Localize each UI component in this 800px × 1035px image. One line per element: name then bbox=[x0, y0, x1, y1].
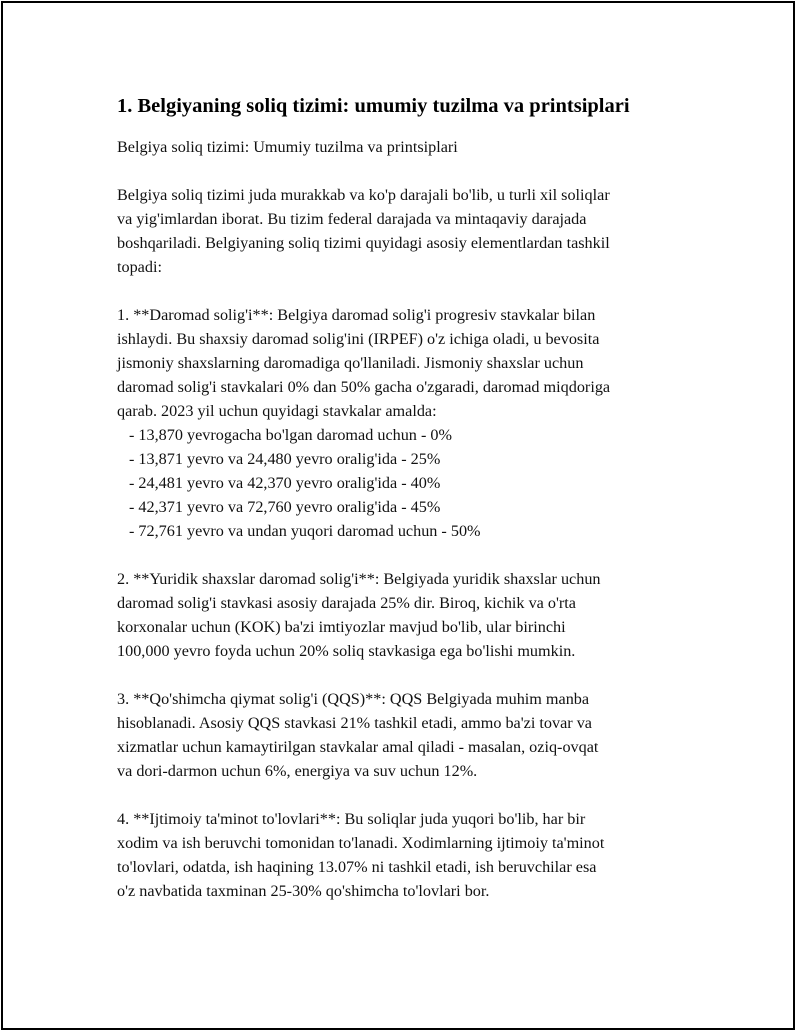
section-line: va dori-darmon uchun 6%, energiya va suv uchun 12%. bbox=[117, 762, 478, 780]
section-line: 100,000 yevro foyda uchun 20% soliq stavkasiga ega bo'lishi mumkin. bbox=[117, 642, 576, 660]
section-line: to'lovlari, odatda, ish haqining 13.07% ni tashkil etadi, ish beruvchilar esa bbox=[117, 858, 597, 876]
tax-rate-item: - 42,371 yevro va 72,760 yevro oralig'ida - 45% bbox=[129, 498, 441, 516]
section-line: daromad solig'i stavkalari 0% dan 50% gacha o'zgaradi, daromad miqdoriga bbox=[117, 378, 611, 396]
intro-line: va yig'imlardan iborat. Bu tizim federal darajada va mintaqaviy darajada bbox=[117, 210, 587, 228]
tax-rate-item: - 72,761 yevro va undan yuqori daromad uchun - 50% bbox=[129, 522, 481, 540]
section-line: korxonalar uchun (KOK) ba'zi imtiyozlar mavjud bo'lib, ular birinchi bbox=[117, 618, 566, 636]
section-line: jismoniy shaxslarning daromadiga qo'llaniladi. Jismoniy shaxslar uchun bbox=[117, 354, 584, 372]
document-title: 1. Belgiyaning soliq tizimi: umumiy tuzilma va printsiplari bbox=[117, 95, 630, 117]
section-line: o'z navbatida taxminan 25-30% qo'shimcha to'lovlari bor. bbox=[117, 882, 490, 900]
section-corporate-tax bbox=[117, 567, 687, 663]
section-line: 2. **Yuridik shaxslar daromad solig'i**: Belgiyada yuridik shaxslar uchun bbox=[117, 570, 601, 588]
tax-rate-item: - 13,871 yevro va 24,480 yevro oralig'ida - 25% bbox=[129, 450, 441, 468]
section-income-tax bbox=[117, 303, 687, 543]
subtitle-line: Belgiya soliq tizimi: Umumiy tuzilma va printsiplari bbox=[117, 138, 458, 156]
tax-rate-item: - 24,481 yevro va 42,370 yevro oralig'ida - 40% bbox=[129, 474, 441, 492]
section-vat bbox=[117, 687, 687, 783]
document-body bbox=[117, 92, 687, 927]
document-subtitle bbox=[117, 135, 687, 159]
intro-line: boshqariladi. Belgiyaning soliq tizimi quyidagi asosiy elementlardan tashkil bbox=[117, 234, 610, 252]
section-line: 1. **Daromad solig'i**: Belgiya daromad solig'i progresiv stavkalar bilan bbox=[117, 306, 596, 324]
section-line: 3. **Qo'shimcha qiymat solig'i (QQS)**: QQS Belgiyada muhim manba bbox=[117, 690, 590, 708]
intro-line: Belgiya soliq tizimi juda murakkab va ko'p darajali bo'lib, u turli xil soliqlar bbox=[117, 186, 610, 204]
tax-rate-item: - 13,870 yevrogacha bo'lgan daromad uchun - 0% bbox=[129, 426, 452, 444]
section-line: qarab. 2023 yil uchun quyidagi stavkalar amalda: bbox=[117, 402, 437, 420]
intro-line: topadi: bbox=[117, 258, 162, 276]
tax-rate-list bbox=[117, 423, 687, 543]
intro-paragraph bbox=[117, 183, 687, 279]
section-line: hisoblanadi. Asosiy QQS stavkasi 21% tashkil etadi, ammo ba'zi tovar va bbox=[117, 714, 592, 732]
section-line: xodim va ish beruvchi tomonidan to'lanadi. Xodimlarning ijtimoiy ta'minot bbox=[117, 834, 605, 852]
section-line: xizmatlar uchun kamaytirilgan stavkalar amal qiladi - masalan, oziq-ovqat bbox=[117, 738, 599, 756]
section-line: 4. **Ijtimoiy ta'minot to'lovlari**: Bu soliqlar juda yuqori bo'lib, har bir bbox=[117, 810, 586, 828]
section-line: ishlaydi. Bu shaxsiy daromad solig'ini (IRPEF) o'z ichiga oladi, u bevosita bbox=[117, 330, 600, 348]
section-line: daromad solig'i stavkasi asosiy darajada 25% dir. Biroq, kichik va o'rta bbox=[117, 594, 576, 612]
section-social-security bbox=[117, 807, 687, 903]
